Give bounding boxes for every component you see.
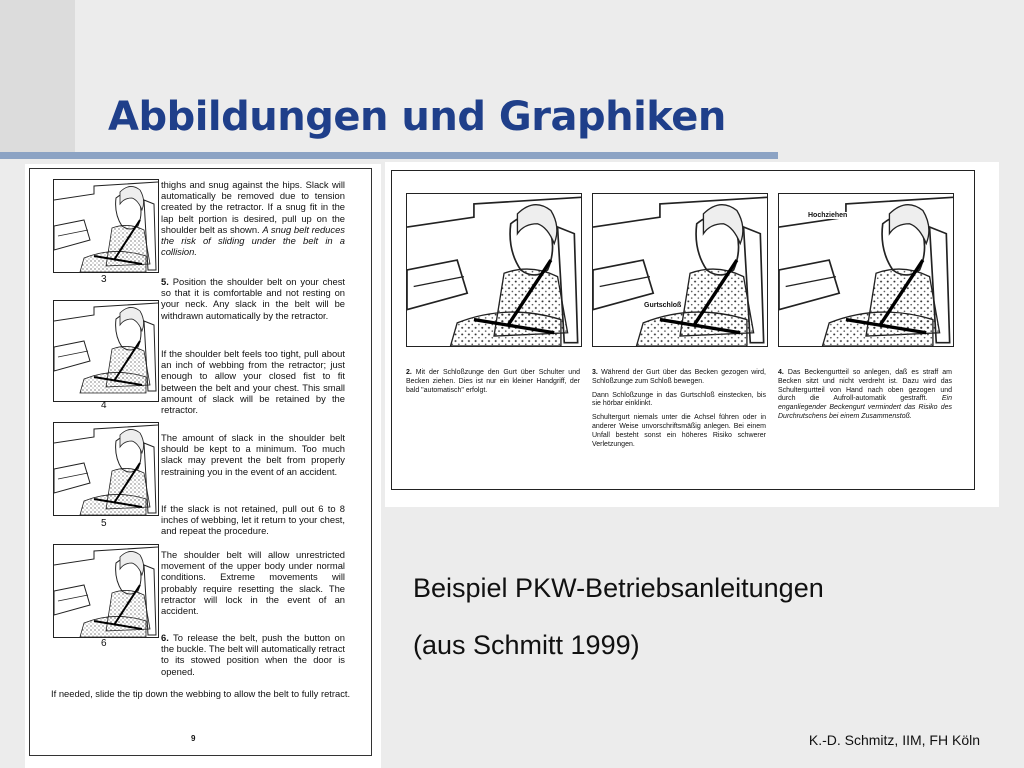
english-manual-page bbox=[25, 164, 381, 768]
manual-paragraph-too-tight: If the shoulder belt feels too tight, pull about an inch of webbing from the retractor; just enough to allow your closed fist to fit between the belt and your chest. This small amount of slack will be retained by the retractor. bbox=[161, 348, 345, 416]
step-text: Mit der Schloßzunge den Gurt über Schulter und Becken ziehen. Dies ist nur ein kleiner Handgriff, der bald "automatisch" erfolgt. bbox=[406, 369, 580, 394]
german-caption-step-3 bbox=[592, 369, 766, 449]
german-figure-2 bbox=[406, 193, 582, 347]
manual-final-paragraph: If needed, slide the tip down the webbing to allow the belt to fully retract. bbox=[51, 688, 351, 699]
manual-paragraph-not-retained: If the slack is not retained, pull out 6 to 8 inches of webbing, let it return to your chest, and repeat the procedure. bbox=[161, 503, 345, 537]
manual-page-number: 9 bbox=[191, 734, 196, 743]
slide-title: Abbildungen und Graphiken bbox=[108, 94, 726, 140]
german-figure-4 bbox=[778, 193, 954, 347]
title-underline bbox=[0, 152, 778, 159]
figure-number: 5 bbox=[101, 518, 107, 529]
manual-paragraph-slack: The amount of slack in the shoulder belt should be kept to a minimum. Too much slack may prevent the belt from properly restraining you in the event of an accident. bbox=[161, 432, 345, 477]
step-number: 5. bbox=[161, 276, 169, 287]
step-text: To release the belt, push the button on the buckle. The belt will automatically retract to its stowed position when the door is opened. bbox=[161, 632, 345, 677]
german-figure-3 bbox=[592, 193, 768, 347]
example-caption: Beispiel PKW-Betriebsanleitungen bbox=[413, 573, 824, 603]
german-caption-step-2 bbox=[406, 369, 580, 395]
manual-figure-5 bbox=[53, 422, 159, 516]
hochziehen-label: Hochziehen bbox=[808, 212, 848, 219]
manual-figure-6 bbox=[53, 544, 159, 638]
figure-number: 4 bbox=[101, 400, 107, 411]
gurtschloss-label: Gurtschloß bbox=[644, 302, 682, 309]
step-number: 2. bbox=[406, 369, 412, 376]
manual-step-5 bbox=[161, 276, 345, 321]
german-caption-step-4 bbox=[778, 369, 952, 422]
manual-figure-4 bbox=[53, 300, 159, 402]
step-3-paragraph-1 bbox=[592, 369, 766, 387]
figure-number: 3 bbox=[101, 274, 107, 285]
german-manual-page bbox=[385, 162, 999, 507]
step-number: 6. bbox=[161, 632, 169, 643]
lap-belt-italic-text: A snug belt reduces the risk of sliding under the belt in a collision. bbox=[161, 223, 345, 258]
step-number: 3. bbox=[592, 369, 598, 376]
step-3-paragraph-3: Schultergurt niemals unter die Achsel führen oder in anderer Weise unvorschriftsmäßig anlegen. Bei einem Unfall besteht sonst ein höheres Risiko schwerer Verletzungen. bbox=[592, 414, 766, 448]
title-background-band bbox=[0, 0, 75, 155]
step-text: Während der Gurt über das Becken gezogen wird, Schloßzunge zum Schloß bewegen. bbox=[592, 369, 766, 385]
figure-number: 6 bbox=[101, 638, 107, 649]
source-citation: (aus Schmitt 1999) bbox=[413, 630, 640, 660]
manual-paragraph-lap-belt bbox=[161, 179, 345, 257]
step-number: 4. bbox=[778, 369, 784, 376]
manual-paragraph-movement: The shoulder belt will allow unrestricted movement of the upper body under normal conditions. Extreme movements will probably require resetting the slack. The retractor will lock in the event of an accident. bbox=[161, 549, 345, 617]
step-text: Position the shoulder belt on your chest so that it is comfortable and not resting on your neck. Any slack in the belt will be withdrawn automatically by the retractor. bbox=[161, 276, 345, 321]
step-text: Das Beckengurtteil so anlegen, daß es straff am Becken sitzt und nicht verdreht ist. Dazu wird das Schultergurtteil von Hand nach oben gezogen und durch die Aufroll-automatik gestrafft. bbox=[778, 369, 952, 403]
german-manual-frame bbox=[391, 170, 975, 490]
manual-figure-3 bbox=[53, 179, 159, 273]
step-3-paragraph-2: Dann Schloßzunge in das Gurtschloß einstecken, bis sie hörbar einklinkt. bbox=[592, 391, 766, 408]
footer-author: K.-D. Schmitz, IIM, FH Köln bbox=[808, 732, 980, 748]
manual-step-6 bbox=[161, 632, 345, 677]
lap-belt-text: thighs and snug against the hips. Slack will automatically be removed due to tension created by the retractor. If a snug fit in the lap belt portion is desired, pull up on the shoulder belt as shown. bbox=[161, 179, 345, 235]
step-italic-text: Ein enganliegender Beckengurt vermindert das Risiko des Durchrutschens bei einem Zusammenstoß. bbox=[778, 395, 952, 420]
